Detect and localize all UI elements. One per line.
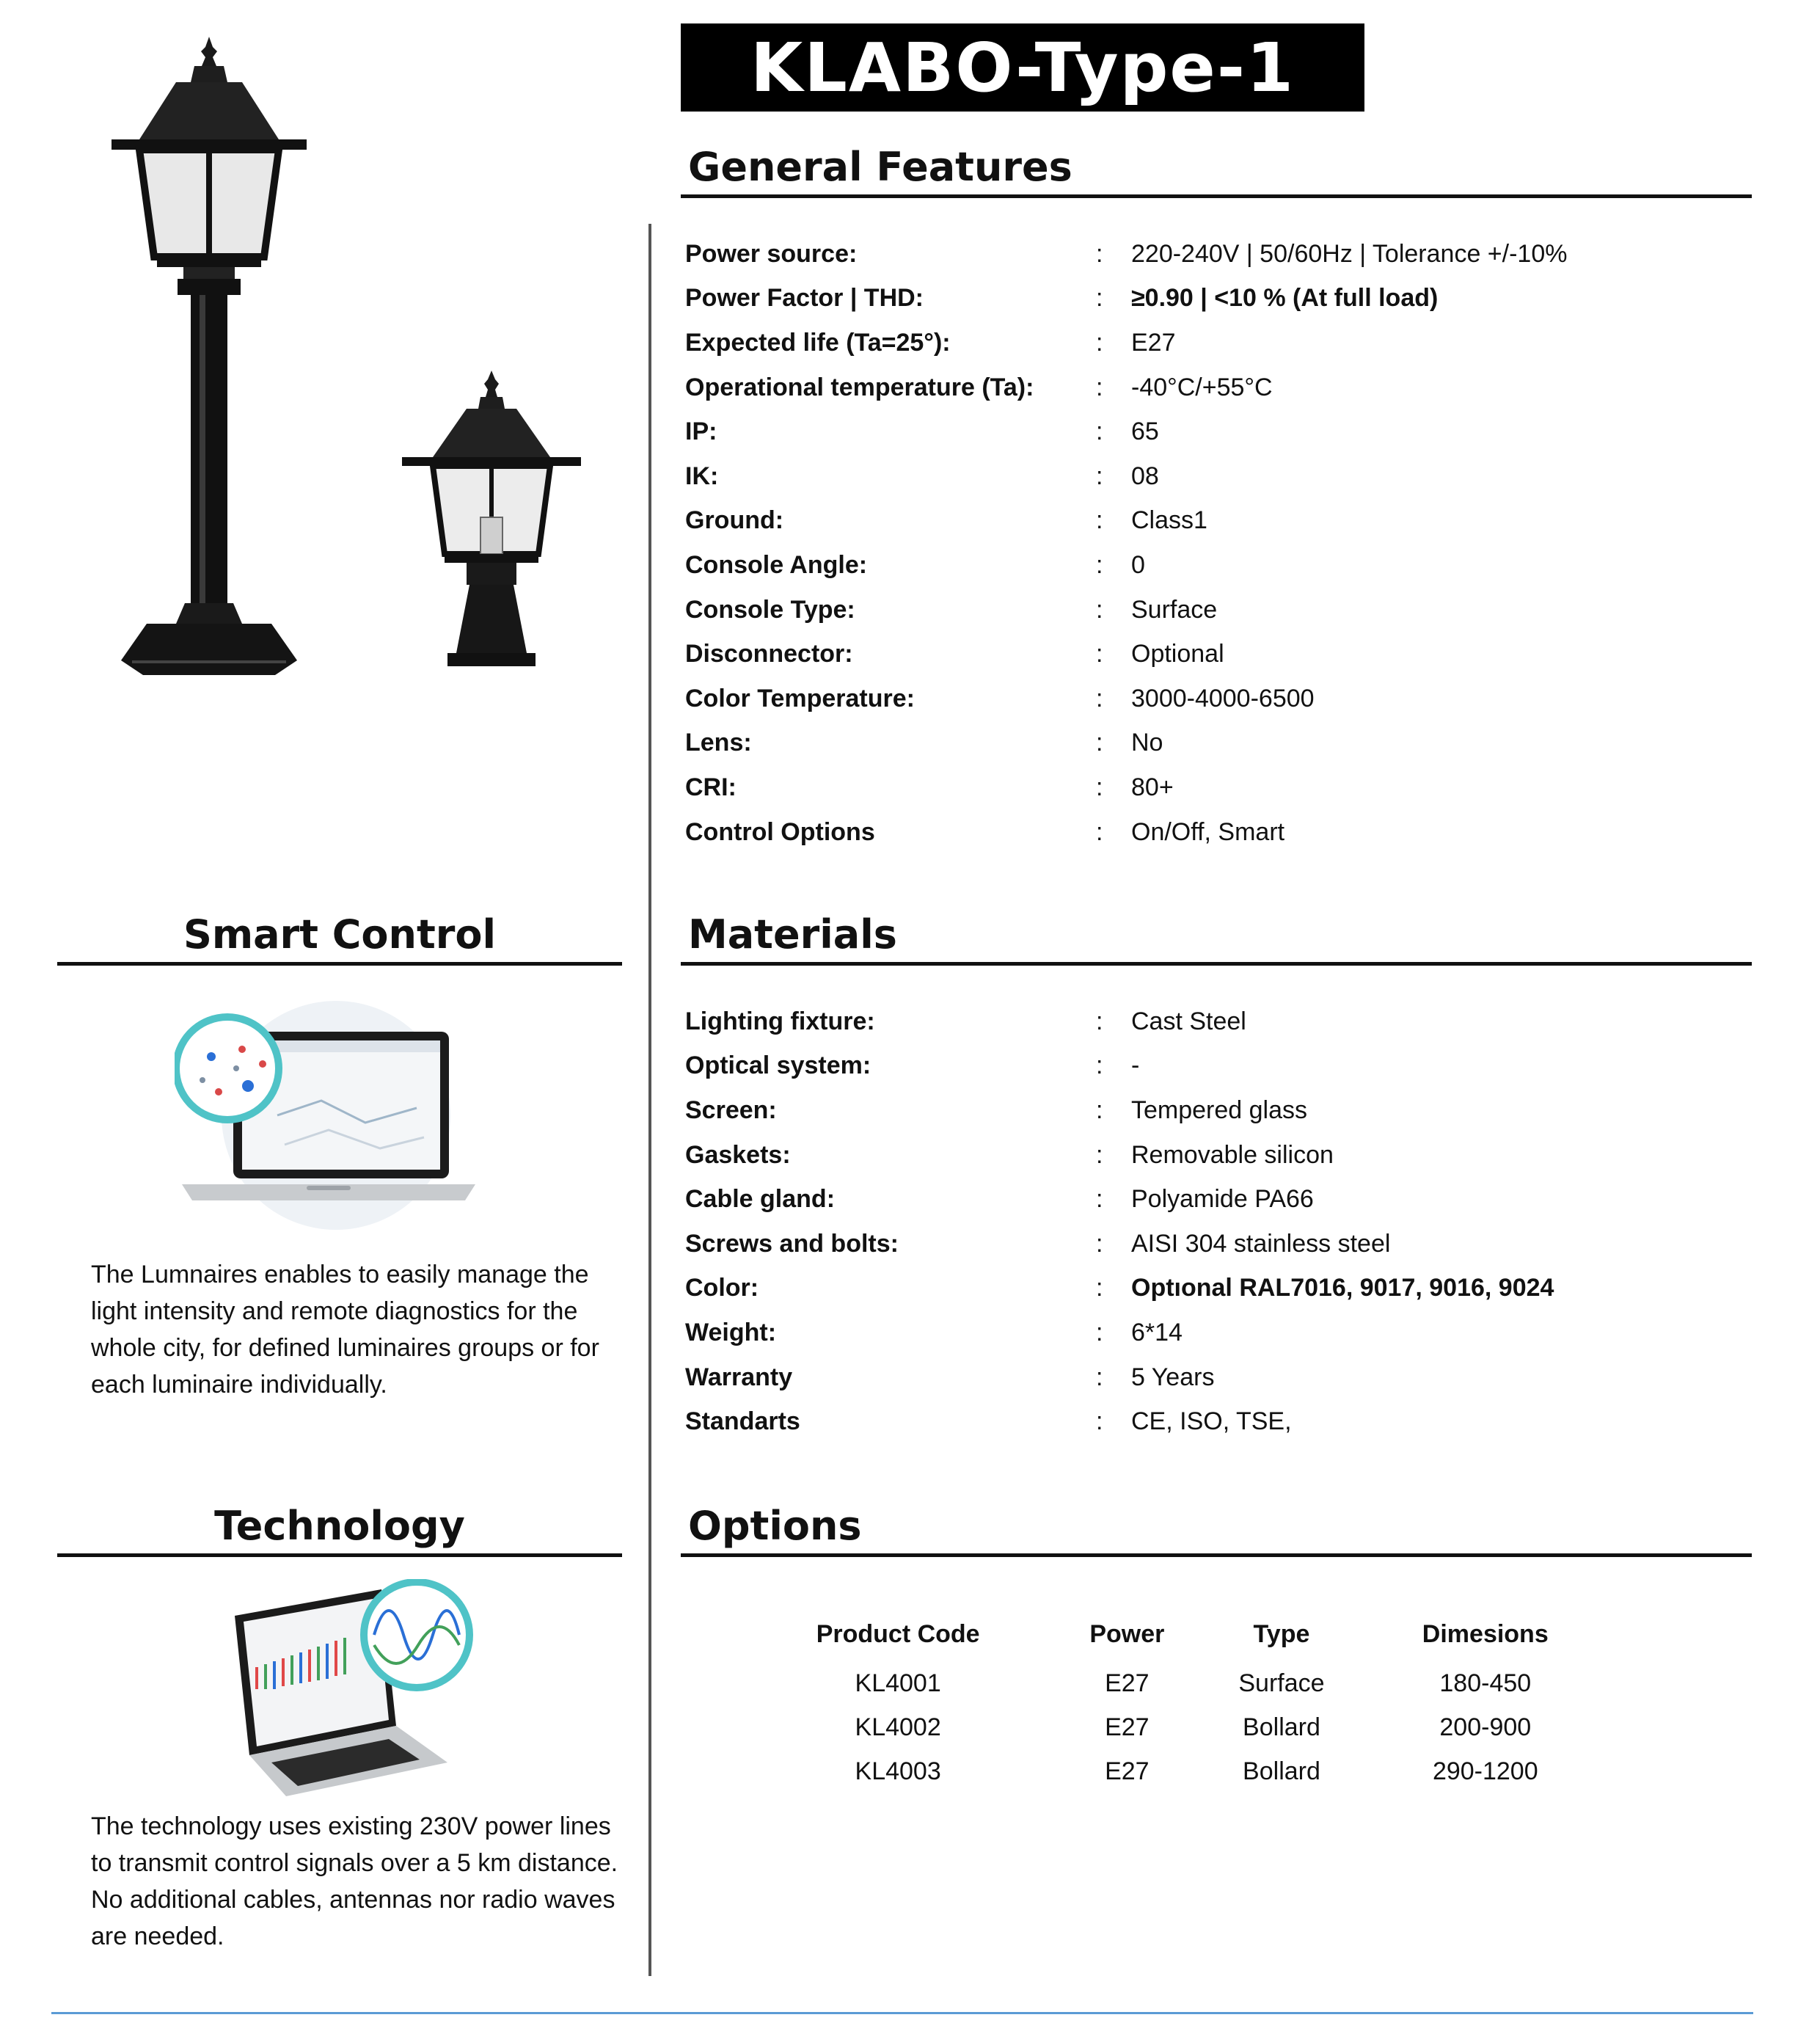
technology-heading: Technology (57, 1503, 622, 1557)
spec-value: 6*14 (1131, 1318, 1183, 1346)
spec-row: Standarts : CE, ISO, TSE, (685, 1399, 1742, 1444)
spec-label: IK: (685, 462, 719, 490)
table-cell: E27 (1105, 1669, 1150, 1697)
table-cell: E27 (1105, 1713, 1150, 1741)
smart-control-heading: Smart Control (57, 911, 622, 966)
spec-row: Optical system: : - (685, 1044, 1742, 1089)
lamp-post-image (103, 37, 315, 682)
table-row (741, 1705, 1607, 1749)
spec-value: E27 (1131, 328, 1176, 357)
spec-label: Console Type: (685, 595, 855, 624)
spec-label: Screen: (685, 1096, 777, 1124)
spec-row: Weight: : 6*14 (685, 1311, 1742, 1355)
spec-value: 3000-4000-6500 (1131, 684, 1315, 712)
table-cell: KL4001 (855, 1669, 941, 1697)
spec-row: Power Factor | THD: : ≥0.90 | <10 % (At full load) (685, 277, 1742, 321)
spec-row: Lighting fixture: : Cast Steel (685, 999, 1742, 1044)
spec-value: 80+ (1131, 773, 1174, 801)
spec-row: IP: : 65 (685, 409, 1742, 454)
spec-value: Tempered glass (1131, 1096, 1308, 1124)
column-header: Power (1089, 1619, 1165, 1648)
spec-value: ≥0.90 | <10 % (At full load) (1131, 284, 1439, 313)
spec-row: Color: : Optıonal RAL7016, 9017, 9016, 9024 (685, 1266, 1742, 1311)
spec-label: Cable gland: (685, 1185, 836, 1214)
table-cell: KL4003 (855, 1757, 941, 1785)
spec-row: Lens: : No (685, 721, 1742, 766)
table-cell: 180-450 (1439, 1669, 1532, 1697)
spec-value: AISI 304 stainless steel (1131, 1229, 1391, 1258)
table-cell: 200-900 (1439, 1713, 1532, 1741)
spec-value: Surface (1131, 595, 1218, 624)
column-header: Dimesions (1422, 1619, 1549, 1648)
spec-row: Gaskets: : Removable silicon (685, 1133, 1742, 1178)
spec-row: Power source: : 220-240V | 50/60Hz | Tolerance +/-10% (685, 232, 1742, 277)
spec-label: Weight: (685, 1318, 777, 1346)
product-title: KLABO-Type-1 (681, 23, 1364, 112)
spec-value: Optıonal RAL7016, 9017, 9016, 9024 (1131, 1274, 1554, 1302)
table-cell: Surface (1238, 1669, 1325, 1697)
spec-label: Disconnector: (685, 640, 853, 668)
table-cell: KL4002 (855, 1713, 941, 1741)
spec-value: Class1 (1131, 506, 1207, 535)
materials-heading: Materials (681, 911, 1752, 966)
spec-value: Optional (1131, 640, 1224, 668)
spec-row: Console Type: : Surface (685, 588, 1742, 633)
spec-row: Disconnector: : Optional (685, 632, 1742, 677)
spec-row: Operational temperature (Ta): : -40°C/+55°C (685, 365, 1742, 410)
spec-value: 220-240V | 50/60Hz | Tolerance +/-10% (1131, 239, 1568, 268)
spec-value: 5 Years (1131, 1363, 1215, 1391)
spec-row: Color Temperature: : 3000-4000-6500 (685, 677, 1742, 721)
spec-label: IP: (685, 418, 717, 446)
spec-label: Screws and bolts: (685, 1229, 899, 1258)
spec-label: Lighting fixture: (685, 1007, 875, 1035)
table-row (741, 1661, 1607, 1705)
table-header-row (741, 1607, 1607, 1661)
materials-list (685, 999, 1742, 1444)
smart-control-description: The Lumnaires enables to easily manage the light intensity and remote diagnostics for the whole city, for defined luminaires groups or for each luminaire individually. (91, 1261, 599, 1399)
technology-description: The technology uses existing 230V power lines to transmit control signals over a 5 km distance. No additional cables, antennas nor radio waves are needed. (91, 1812, 618, 1950)
general-features-list (685, 232, 1742, 854)
options-table (741, 1607, 1607, 1793)
spec-label: Color Temperature: (685, 684, 915, 712)
spec-label: Power Factor | THD: (685, 284, 924, 313)
spec-row: CRI: : 80+ (685, 765, 1742, 810)
table-row (741, 1749, 1607, 1793)
spec-value: CE, ISO, TSE, (1131, 1407, 1292, 1436)
spec-label: Operational temperature (Ta): (685, 373, 1034, 401)
spec-label: Console Angle: (685, 550, 868, 579)
column-header: Product Code (816, 1619, 980, 1648)
spec-row: Screen: : Tempered glass (685, 1088, 1742, 1133)
spec-value: On/Off, Smart (1131, 817, 1285, 846)
smart-control-laptop-image (175, 998, 483, 1233)
spec-label: CRI: (685, 773, 737, 801)
spec-row: Screws and bolts: : AISI 304 stainless steel (685, 1222, 1742, 1266)
spec-label: Power source: (685, 239, 858, 268)
table-cell: 290-1200 (1432, 1757, 1538, 1785)
spec-row: Control Options : On/Off, Smart (685, 810, 1742, 855)
spec-value: 08 (1131, 462, 1159, 490)
table-cell: Bollard (1243, 1757, 1320, 1785)
table-cell: E27 (1105, 1757, 1150, 1785)
spec-row: Console Angle: : 0 (685, 543, 1742, 588)
spec-label: Expected life (Ta=25°): (685, 328, 951, 357)
spec-value: 0 (1131, 550, 1145, 579)
column-divider (648, 224, 651, 1976)
spec-label: Lens: (685, 729, 752, 757)
column-header: Type (1253, 1619, 1310, 1648)
options-heading: Options (681, 1503, 1752, 1557)
spec-label: Standarts (685, 1407, 800, 1436)
spec-label: Optical system: (685, 1051, 871, 1080)
spec-value: Removable silicon (1131, 1140, 1334, 1169)
general-features-heading: General Features (681, 144, 1752, 198)
table-cell: Bollard (1243, 1713, 1320, 1741)
spec-label: Gaskets: (685, 1140, 791, 1169)
spec-value: 65 (1131, 418, 1159, 446)
spec-row: Warranty : 5 Years (685, 1355, 1742, 1400)
spec-value: - (1131, 1051, 1140, 1080)
spec-label: Warranty (685, 1363, 793, 1391)
spec-row: Ground: : Class1 (685, 499, 1742, 544)
spec-value: No (1131, 729, 1163, 757)
spec-row: IK: : 08 (685, 454, 1742, 499)
bollard-lamp-image (396, 371, 587, 671)
spec-label: Control Options (685, 817, 875, 846)
spec-row: Cable gland: : Polyamide PA66 (685, 1177, 1742, 1222)
spec-value: Polyamide PA66 (1131, 1185, 1314, 1214)
spec-label: Color: (685, 1274, 759, 1302)
spec-value: Cast Steel (1131, 1007, 1246, 1035)
footer-rule (51, 2012, 1753, 2014)
technology-laptop-image (227, 1579, 477, 1799)
spec-row: Expected life (Ta=25°): : E27 (685, 321, 1742, 365)
spec-value: -40°C/+55°C (1131, 373, 1273, 401)
spec-label: Ground: (685, 506, 784, 535)
